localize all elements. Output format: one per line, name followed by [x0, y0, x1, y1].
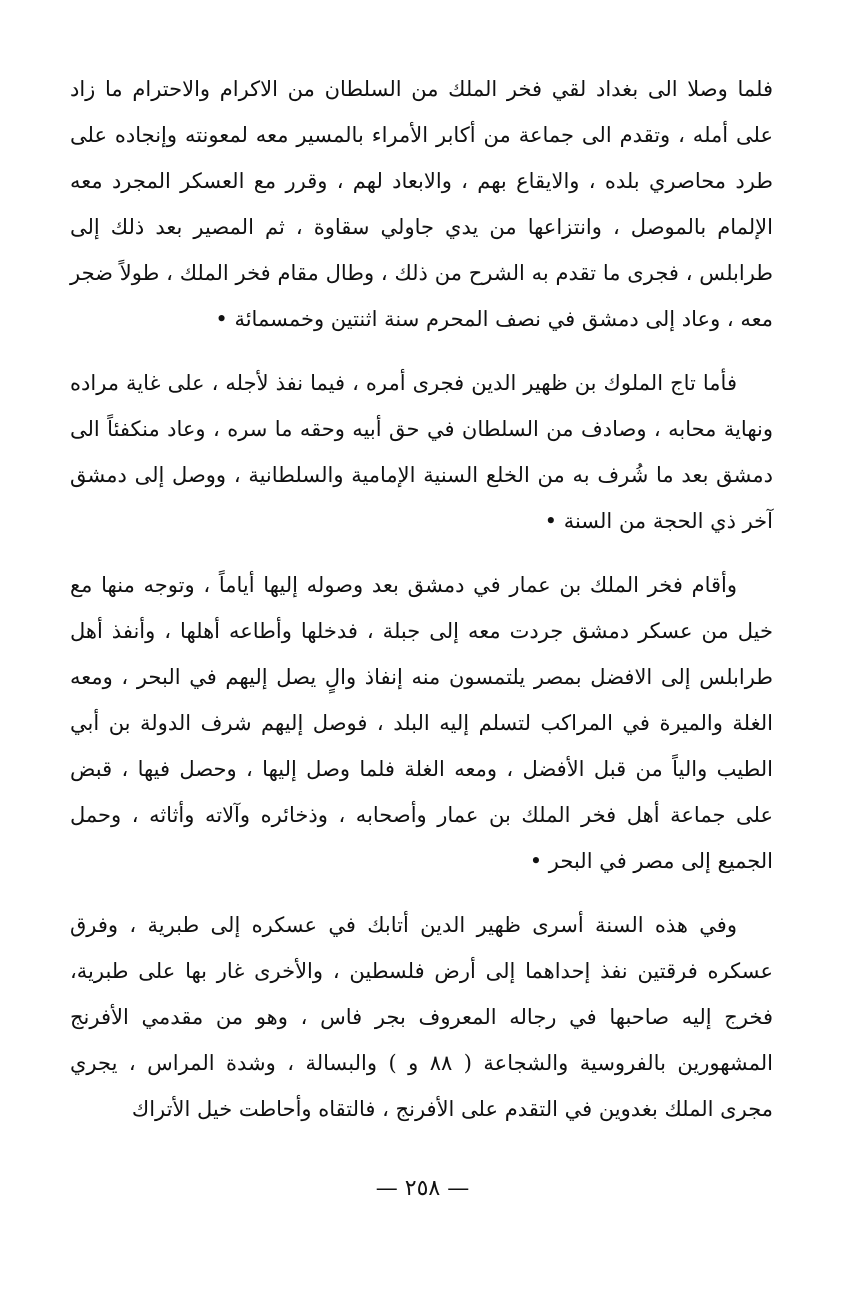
paragraph-4: وفي هذه السنة أسرى ظهير الدين أتابك في عسكره إلى طبرية ، وفرق عسكره فرقتين نفذ إحداهما إلى أرض فلسطين ، والأخرى غار بها على طبرية، فخرج إليه صاحبها في رجاله المعروف بجر فاس ، وهو من مقدمي الأفرنج المشهورين بالفروسية والشجاعة ( ٨٨ و ) والبسالة ، وشدة المراس ، يجري مجرى الملك بغدوين في التقدم على الأفرنج ، فالتقاه وأحاطت خيل الأتراك — [70, 913, 773, 1121]
paragraph-1: فلما وصلا الى بغداد لقي فخر الملك من السلطان من الاكرام والاحترام ما زاد على أمله ، وتقدم الى جماعة من أكابر الأمراء بالمسير معه لمعونته وإنجاده على طرد محاصري بلده ، والايقاع بهم ، والابعاد لهم ، وقرر مع العسكر المجرد معه الإلمام بالموصل ، وانتزاعها من يدي جاولي سقاوة ، ثم المصير بعد ذلك إلى طرابلس ، فجرى ما تقدم به الشرح من ذلك ، وطال مقام فخر الملك ، طولاً ضجر معه ، وعاد إلى دمشق في نصف المحرم سنة اثنتين وخمسمائة • — [70, 77, 773, 331]
body-text — [70, 66, 773, 1150]
paragraph-2: فأما تاج الملوك بن ظهير الدين فجرى أمره ، فيما نفذ لأجله ، على غاية مراده ونهاية محابه ، وصادف من السلطان في حق أبيه وحقه ما سره ، وعاد منكفئاً الى دمشق بعد ما شُرف به من الخلع السنية الإمامية والسلطانية ، ووصل إلى دمشق آخر ذي الحجة من السنة • — [70, 371, 773, 533]
page-number: — ٢٥٨ — — [375, 1176, 470, 1201]
paragraph-3: وأقام فخر الملك بن عمار في دمشق بعد وصوله إليها أياماً ، وتوجه منها مع خيل من عسكر دمشق جردت معه إلى جبلة ، فدخلها وأطاعه أهلها ، وأنفذ أهل طرابلس إلى الافضل بمصر يلتمسون منه إنفاذ والٍ يصل إليهم في البحر ، ومعه الغلة والميرة في المراكب لتسلم إليه البلد ، فوصل إليهم شرف الدولة بن أبي الطيب والياً من قبل الأفضل ، ومعه الغلة فلما وصل إليها ، وحصل فيها ، قبض على جماعة أهل فخر الملك بن عمار وأصحابه ، وذخائره وآلاته وأثاثه ، وحمل الجميع إلى مصر في البحر • — [70, 573, 773, 873]
